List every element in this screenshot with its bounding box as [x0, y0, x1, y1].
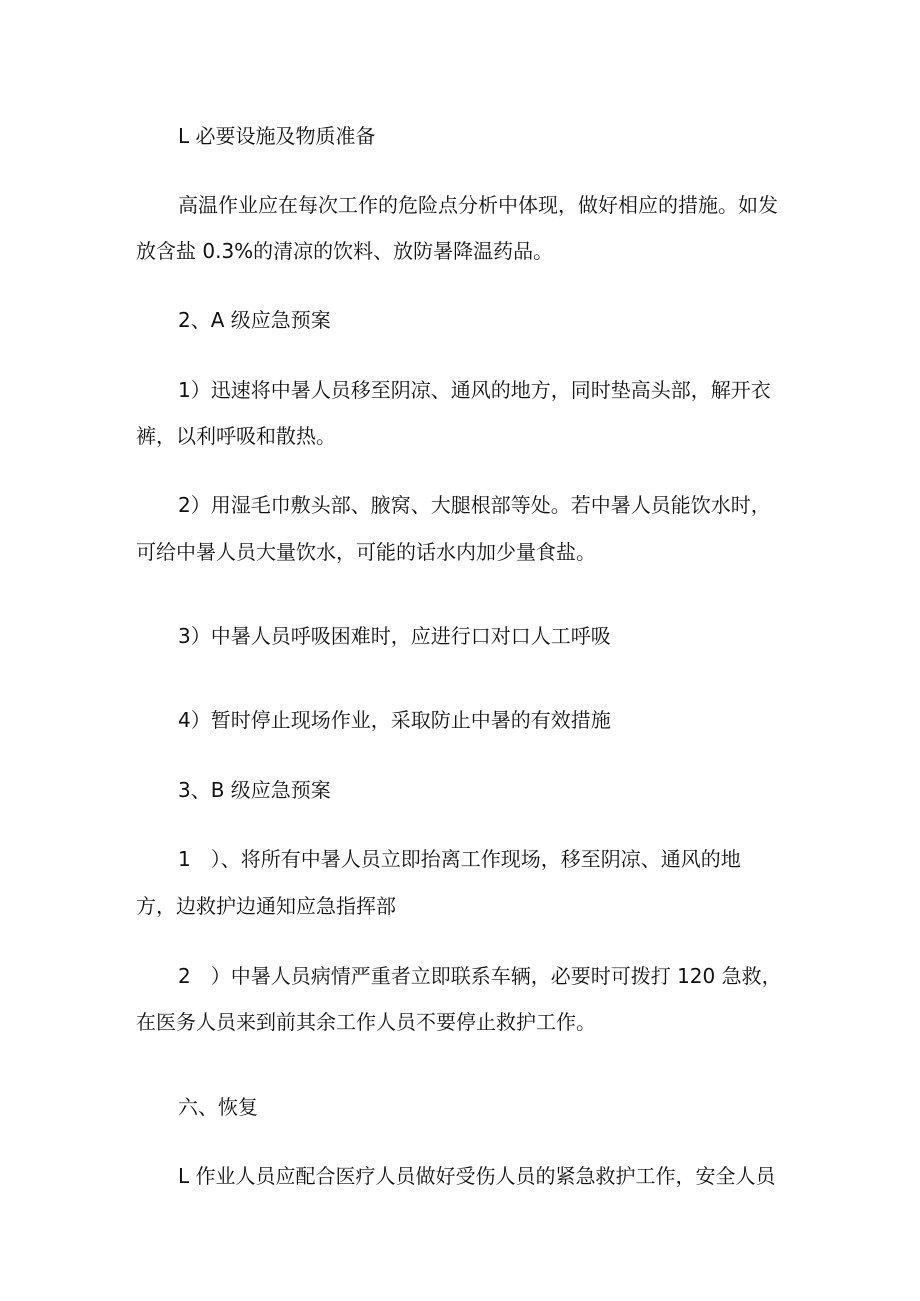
paragraph-line: 4）暂时停止现场作业，采取防止中暑的有效措施 [178, 708, 611, 732]
paragraph-line: 放含盐 0.3%的清凉的饮料、放防暑降温药品。 [136, 239, 554, 263]
paragraph-line: 可给中暑人员大量饮水，可能的话水内加少量食盐。 [136, 540, 596, 564]
section-heading-b-level: 3、B 级应急预案 [178, 778, 331, 802]
paragraph-line: 2 ）中暑人员病情严重者立即联系车辆，必要时可拨打 120 急救， [178, 964, 782, 988]
section-heading-recovery: 六、恢复 [178, 1095, 258, 1119]
section-heading-a-level: 2、A 级应急预案 [178, 308, 331, 332]
paragraph-line: 方，边救护边通知应急指挥部 [136, 894, 396, 918]
paragraph-line: 2）用湿毛巾敷头部、腋窝、大腿根部等处。若中暑人员能饮水时， [178, 493, 771, 517]
paragraph-line: 1）迅速将中暑人员移至阴凉、通风的地方，同时垫高头部，解开衣 [178, 378, 771, 402]
paragraph-line: 1 ）、将所有中暑人员立即抬离工作现场，移至阴凉、通风的地 [178, 847, 741, 871]
paragraph-line: L 作业人员应配合医疗人员做好受伤人员的紧急救护工作，安全人员 [178, 1164, 776, 1188]
section-heading-facilities: L 必要设施及物质准备 [178, 124, 376, 148]
paragraph-line: 裤，以利呼吸和散热。 [136, 424, 336, 448]
paragraph-line: 3）中暑人员呼吸困难时，应进行口对口人工呼吸 [178, 624, 611, 648]
paragraph-line: 高温作业应在每次工作的危险点分析中体现，做好相应的措施。如发 [178, 193, 778, 217]
paragraph-line: 在医务人员来到前其余工作人员不要停止救护工作。 [136, 1010, 596, 1034]
